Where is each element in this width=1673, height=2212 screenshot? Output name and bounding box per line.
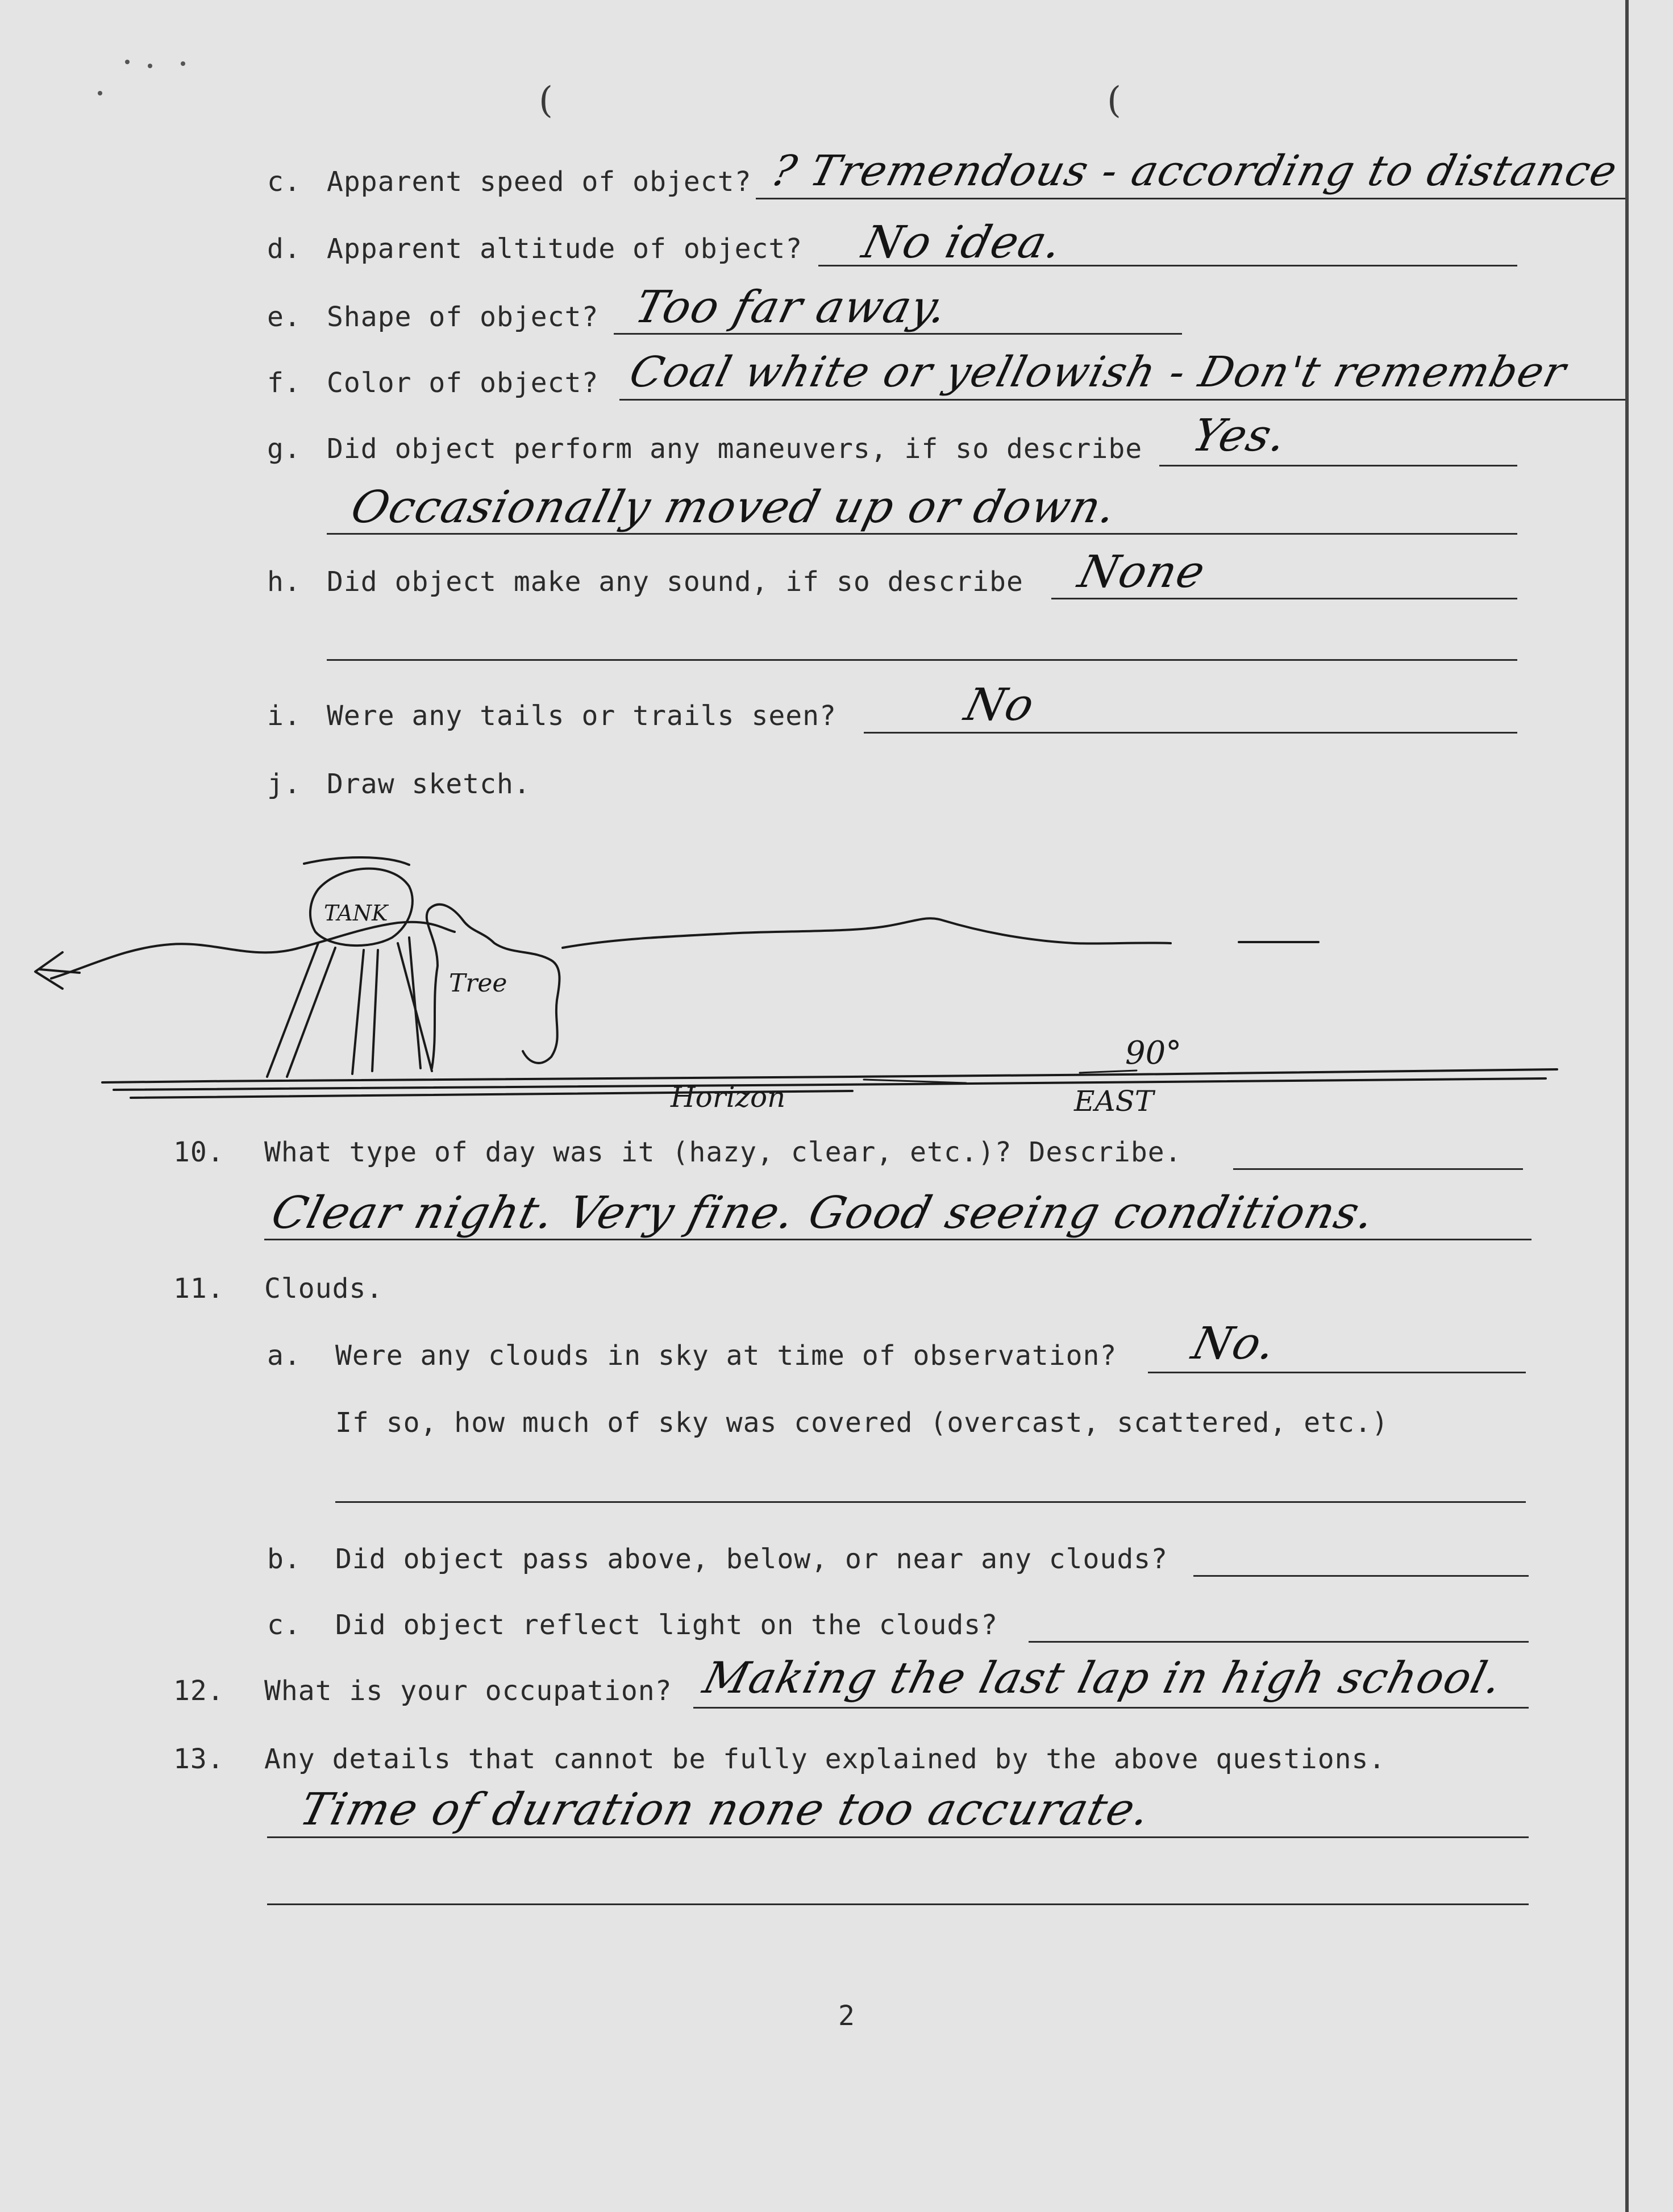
item-d-label: d.: [267, 233, 301, 265]
angle-label: 90°: [1125, 1035, 1182, 1072]
item-f-label: f.: [267, 367, 301, 399]
page-number: 2: [838, 2000, 855, 2032]
q11b-question: Did object pass above, below, or near any clouds?: [335, 1543, 1168, 1575]
q11-title: Clouds.: [264, 1273, 384, 1305]
q12-number: 12.: [173, 1675, 224, 1707]
item-i-label: i.: [267, 700, 301, 732]
item-i-answer: No: [959, 680, 1041, 731]
horizon-label: Horizon: [671, 1081, 786, 1114]
item-j-question: Draw sketch.: [327, 768, 531, 800]
tree-label: Tree: [449, 969, 507, 998]
tank-leg: [287, 948, 335, 1077]
q11a-label: a.: [267, 1340, 301, 1372]
item-h-answer: None: [1073, 547, 1211, 598]
punch-mark: (: [1107, 80, 1121, 122]
item-h-question: Did object make any sound, if so describe: [327, 566, 1023, 598]
q11c-question: Did object reflect light on the clouds?: [335, 1609, 998, 1641]
q11b-label: b.: [267, 1543, 301, 1575]
answer-line: [1148, 1372, 1526, 1373]
tank-leg: [352, 950, 364, 1074]
q12-answer: Making the last lap in high school.: [698, 1652, 1508, 1703]
item-d-question: Apparent altitude of object?: [327, 233, 803, 265]
item-c-label: c.: [267, 166, 301, 198]
item-f-question: Color of object?: [327, 367, 599, 399]
q11a-answer: No.: [1187, 1318, 1282, 1369]
answer-line: [1193, 1575, 1529, 1577]
tank-label: TANK: [324, 901, 388, 926]
item-e-question: Shape of object?: [327, 301, 599, 333]
answer-line: [693, 1707, 1529, 1709]
item-f-answer: Coal white or yellowish - Don't remember: [625, 348, 1572, 397]
answer-line: [1233, 1168, 1523, 1170]
answer-line: [335, 1501, 1526, 1503]
item-h-label: h.: [267, 566, 301, 598]
q10-answer: Clear night. Very fine. Good seeing conditions.: [266, 1188, 1381, 1239]
item-e-answer: Too far away.: [630, 282, 954, 333]
punch-mark: (: [539, 80, 553, 122]
tank-leg: [372, 950, 378, 1071]
item-i-question: Were any tails or trails seen?: [327, 700, 836, 732]
skyline-line: [563, 918, 1171, 948]
q11a-question: Were any clouds in sky at time of observation?: [335, 1340, 1117, 1372]
tank-leg: [267, 943, 318, 1077]
q11a-followup: If so, how much of sky was covered (overcast, scattered, etc.): [335, 1407, 1389, 1439]
answer-line: [1029, 1641, 1529, 1643]
answer-line: [267, 1903, 1529, 1905]
item-g-answer-continued: Occasionally moved up or down.: [346, 482, 1123, 533]
item-g-label: g.: [267, 433, 301, 465]
item-c-answer: ? Tremendous - according to distance: [767, 147, 1623, 195]
q12-question: What is your occupation?: [264, 1675, 672, 1707]
item-g-answer: Yes.: [1187, 410, 1293, 461]
q13-question: Any details that cannot be fully explained by the above questions.: [264, 1743, 1386, 1775]
q11c-label: c.: [267, 1609, 301, 1641]
answer-line: [267, 1836, 1529, 1838]
q13-number: 13.: [173, 1743, 224, 1775]
item-c-question: Apparent speed of object?: [327, 166, 752, 198]
item-g-question: Did object perform any maneuvers, if so describe: [327, 433, 1143, 465]
skyline-line: [51, 922, 455, 978]
item-e-label: e.: [267, 301, 301, 333]
q10-number: 10.: [173, 1136, 224, 1168]
item-j-label: j.: [267, 768, 301, 800]
q13-answer: Time of duration none too accurate.: [294, 1784, 1156, 1835]
direction-label: EAST: [1074, 1085, 1154, 1118]
q10-question: What type of day was it (hazy, clear, etc.)? Describe.: [264, 1136, 1182, 1168]
q11-number: 11.: [173, 1273, 224, 1305]
item-d-answer: No idea.: [857, 217, 1068, 268]
tank-leg: [409, 938, 421, 1068]
answer-line: [264, 1239, 1531, 1240]
